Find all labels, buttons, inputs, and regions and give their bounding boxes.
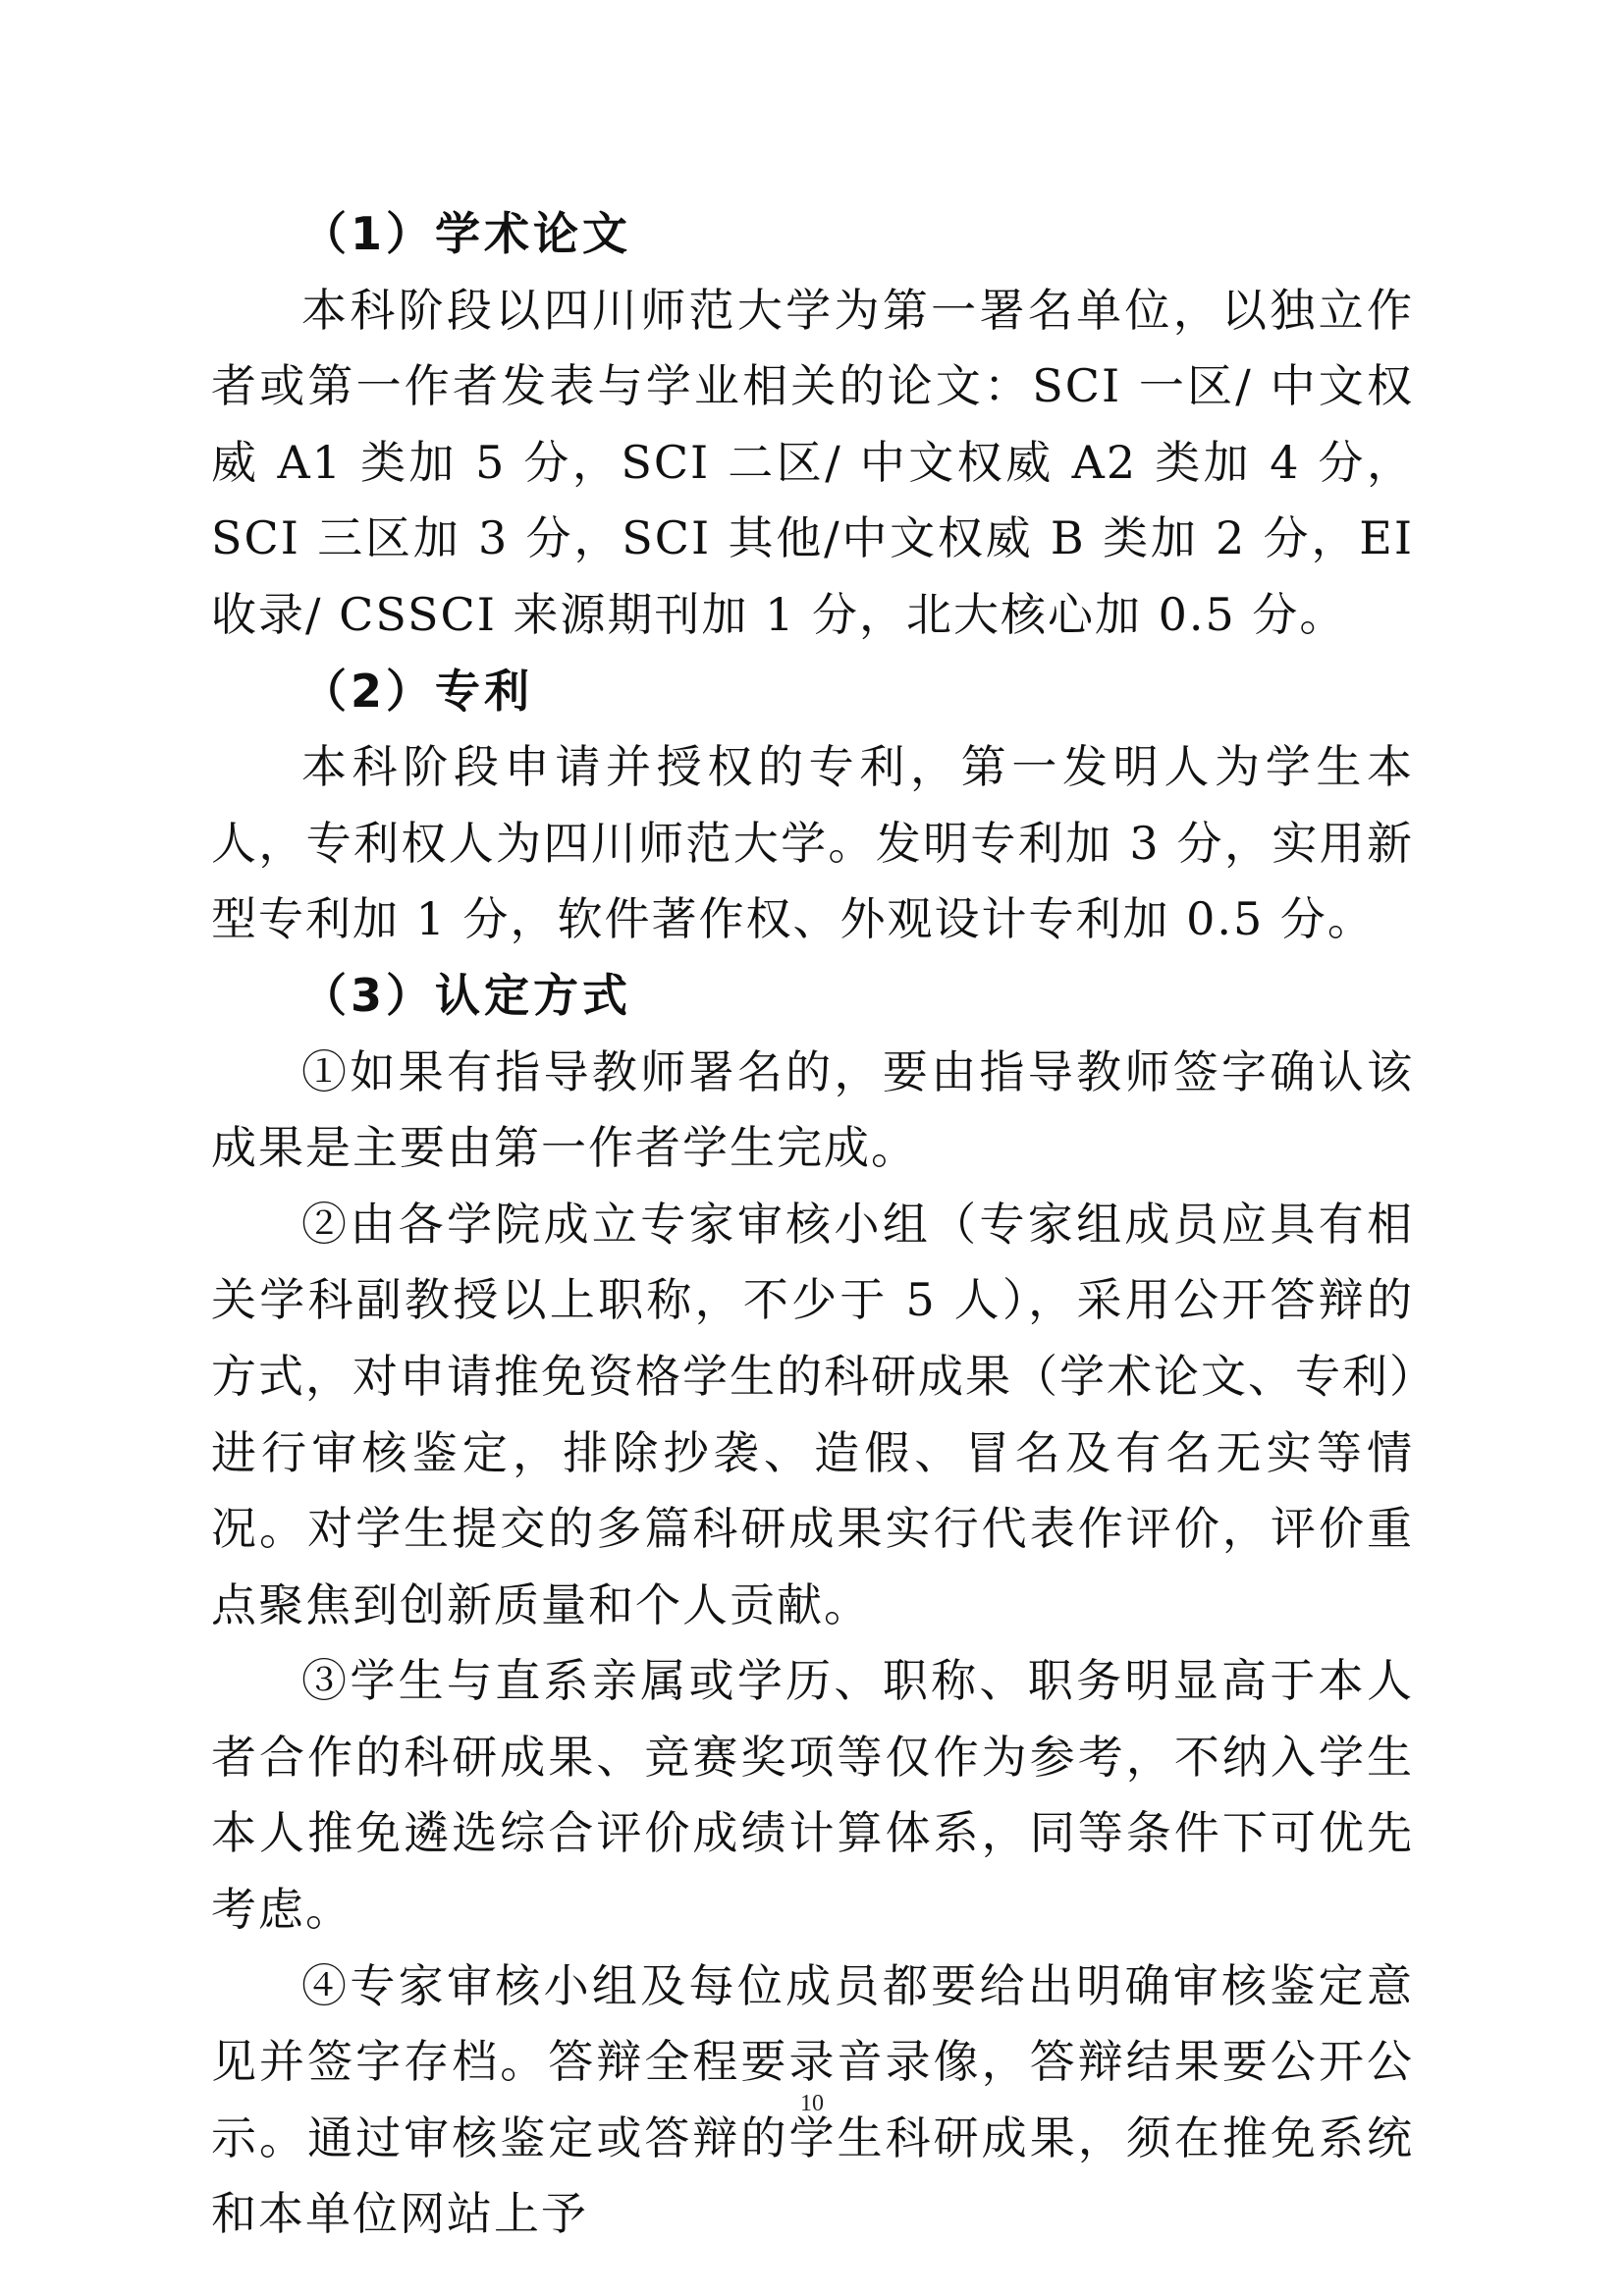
page-number: 10 xyxy=(800,2091,824,2116)
paragraph-patents: 本科阶段申请并授权的专利，第一发明人为学生本人，专利权人为四川师范大学。发明专利加 3 分，实用新型专利加 1 分，软件著作权、外观设计专利加 0.5 分。 xyxy=(211,740,1414,946)
paragraph-papers: 本科阶段以四川师范大学为第一署名单位，以独立作者或第一作者发表与学业相关的论文：SCI 一区/ 中文权威 A1 类加 5 分，SCI 二区/ 中文权威 A2 类加 4 分，SCI 三区加 3 分，SCI 其他/中文权威 B 类加 2 分，EI 收录/ CSSCI 来源期刊加 1 分，北大核心加 0.5 分。 xyxy=(211,283,1414,641)
recognition-item-4: ④专家审核小组及每位成员都要给出明确审核鉴定意见并签字存档。答辩全程要录音录像，答辩结果要公开公示。通过审核鉴定或答辩的学生科研成果，须在推免系统和本单位网站上予 xyxy=(211,1958,1414,2241)
section-heading-papers: （1）学术论文 xyxy=(301,207,632,260)
section-heading-patents: （2）专利 xyxy=(301,664,534,718)
recognition-item-3: ③学生与直系亲属或学历、职称、职务明显高于本人者合作的科研成果、竞赛奖项等仅作为参考，不纳入学生本人推免遴选综合评价成绩计算体系，同等条件下可优先考虑。 xyxy=(211,1654,1414,1937)
page-body xyxy=(211,196,1414,2253)
section-heading-recognition: （3）认定方式 xyxy=(301,968,632,1022)
recognition-item-1: ①如果有指导教师署名的，要由指导教师签字确认该成果是主要由第一作者学生完成。 xyxy=(211,1044,1414,1175)
recognition-item-2: ②由各学院成立专家审核小组（专家组成员应具有相关学科副教授以上职称，不少于 5 人），采用公开答辩的方式，对申请推免资格学生的科研成果（学术论文、专利）进行审核鉴定，排除抄袭、造假、冒名及有名无实等情况。对学生提交的多篇科研成果实行代表作评价，评价重点聚焦到创新质量和个人贡献。 xyxy=(211,1197,1414,1631)
